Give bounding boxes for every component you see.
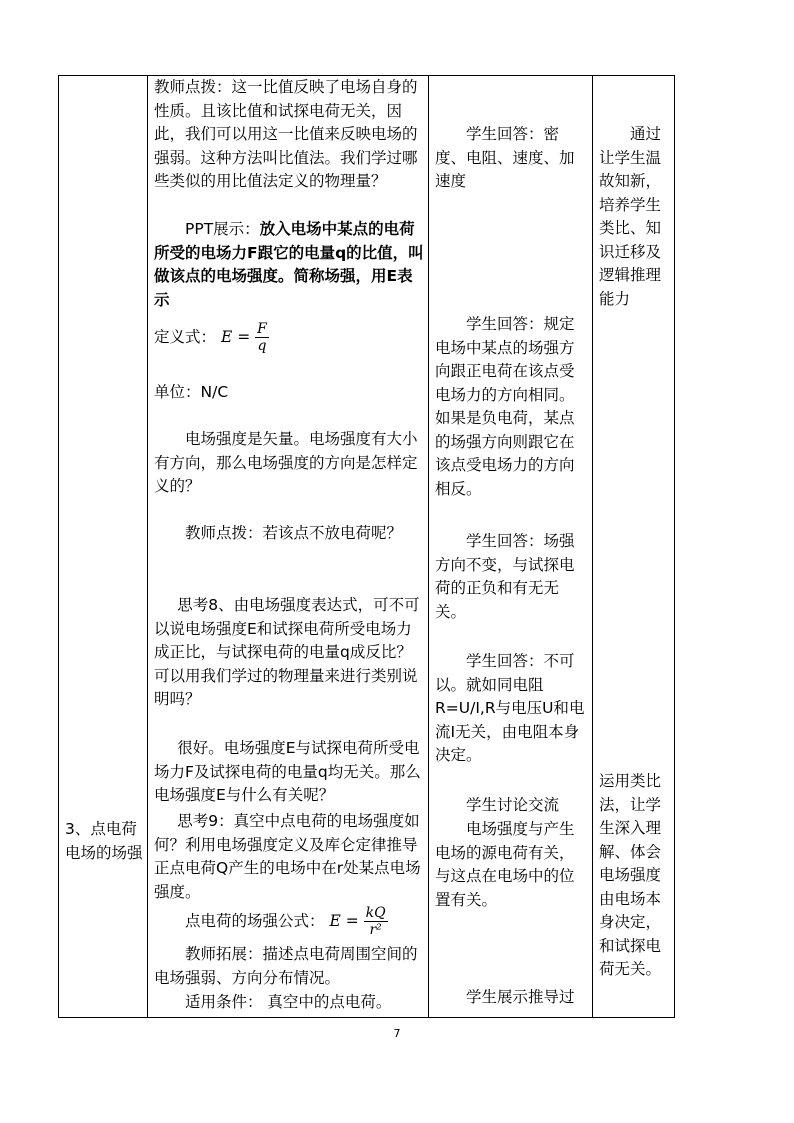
student-answer: 学生展示推导过 (466, 988, 575, 1006)
student-discussion-text: 电场强度与产生电场的源电荷有关，与这点在电场中的位置有关。 (435, 820, 575, 909)
section-label: 3、点电荷电场的场强 (65, 820, 143, 862)
formula-label: 定义式： (154, 327, 217, 346)
point-charge-formula (154, 905, 424, 943)
teacher-paragraph: 教师点拨：若该点不放电荷呢？ (185, 524, 403, 542)
formula-denominator: q (257, 338, 267, 354)
formula-numerator: kQ (365, 905, 386, 921)
teacher-paragraph: 教师拓展：描述点电荷周围空间的电场强弱、方向分布情况。 (154, 945, 418, 987)
formula-numerator: F (257, 321, 267, 337)
student-answer: 学生回答：规定电场中某点的场强方向跟正电荷在该点受电场力的方向相同。如果是负电荷，某点的场强方向则跟它在该点受电场力的方向相反。 (435, 315, 575, 498)
page-number: 7 (393, 1027, 401, 1040)
formula-lhs: E = (220, 327, 251, 346)
teacher-paragraph: 很好。电场强度E与试探电荷所受电场力F及试探电荷的电量q均无关。那么电场强度E与什么有关呢？ (154, 739, 421, 804)
teacher-paragraph: 电场强度是矢量。电场强度有大小有方向，那么电场强度的方向是怎样定义的？ (154, 430, 418, 495)
definition-formula (154, 321, 424, 373)
ppt-prefix: PPT展示： (185, 220, 260, 238)
formula-lhs: E = (329, 911, 359, 930)
teacher-paragraph: 适用条件： 真空中的点电荷。 (185, 993, 392, 1011)
lesson-plan-table (58, 75, 675, 1018)
formula-denominator: r² (369, 922, 382, 938)
table-row (59, 76, 675, 1018)
design-intent: 通过让学生温故知新，培养学生类比、知识迁移及逻辑推理能力 (599, 125, 662, 308)
teacher-activity-cell (148, 76, 429, 1018)
formula-fraction (364, 905, 388, 938)
thinking-question-9: 思考9：真空中点电荷的电场强度如何？利用电场强度定义及库仑定律推导正点电荷Q产生的电场中在r处某点电场强度。 (154, 812, 421, 901)
student-answer: 学生回答：密度、电阻、速度、加速度 (435, 125, 575, 190)
unit-text: 单位：N/C (154, 383, 229, 401)
design-intent: 运用类比法，让学生深入理解、体会电场强度由电场本身决定，和试探电荷无关。 (599, 772, 662, 978)
ppt-definition (154, 218, 424, 312)
student-activity-cell (429, 76, 593, 1018)
thinking-question-8: 思考8、由电场强度表达式，可不可以说电场强度E和试探电荷所受电场力成正比，与试探电荷的电量q成反比？可以用我们学过的物理量来进行类别说明吗？ (154, 596, 420, 708)
section-cell (59, 76, 148, 1018)
formula-fraction (255, 321, 269, 354)
ppt-bold-text: 放入电场中某点的电荷所受的电场力F跟它的电量q的比值，叫做该点的电场强度。简称场强，用E表示 (154, 220, 424, 309)
design-intent-cell (593, 76, 675, 1018)
student-answer: 学生回答：不可以。就如同电阻R=U/I,R与电压U和电流I无关，由电阻本身决定。 (435, 652, 585, 764)
teacher-paragraph: 教师点拨：这一比值反映了电场自身的性质。且该比值和试探电荷无关，因此，我们可以用这一比值来反映电场的强弱。这种方法叫比值法。我们学过哪些类似的用比值法定义的物理量？ (154, 78, 418, 190)
formula-label: 点电荷的场强公式： (185, 911, 325, 930)
student-answer: 学生回答：场强方向不变，与试探电荷的正负和有无无关。 (435, 532, 575, 621)
student-discussion-title: 学生讨论交流 (466, 796, 560, 814)
